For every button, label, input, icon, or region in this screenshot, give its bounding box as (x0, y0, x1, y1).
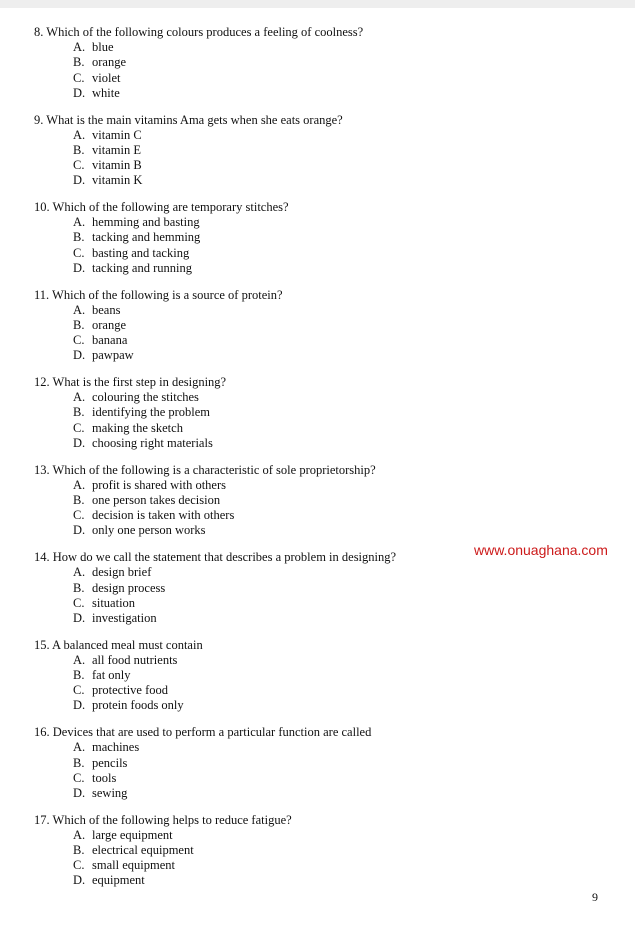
answer-option (34, 246, 474, 261)
answer-option (34, 333, 474, 348)
option-letter: C. (73, 333, 85, 348)
option-text: white (92, 85, 120, 100)
option-letter: D. (73, 260, 86, 275)
answer-option (34, 436, 474, 451)
question-text: 13. Which of the following is a characteristic of sole proprietorship? (34, 462, 376, 477)
option-text: decision is taken with others (92, 508, 235, 523)
answer-option (34, 230, 474, 245)
option-letter: D. (73, 610, 86, 625)
option-text: investigation (92, 610, 157, 625)
option-text: vitamin K (92, 173, 143, 188)
option-text: making the sketch (92, 420, 183, 435)
option-letter: A. (73, 652, 86, 667)
option-letter: A. (73, 565, 86, 580)
option-letter: A. (73, 302, 86, 317)
option-letter: D. (73, 785, 86, 800)
answer-option (34, 581, 474, 596)
answer-option (34, 421, 474, 436)
option-text: hemming and basting (92, 215, 200, 230)
option-letter: C. (73, 245, 85, 260)
option-text: orange (92, 317, 127, 332)
question-item (34, 725, 474, 801)
option-letter: C. (73, 158, 85, 173)
option-letter: B. (73, 55, 85, 70)
question-item (34, 813, 474, 889)
option-text: pencils (92, 755, 128, 770)
option-text: beans (92, 302, 121, 317)
option-text: profit is shared with others (92, 477, 227, 492)
answer-option (34, 390, 474, 405)
option-text: blue (92, 40, 114, 55)
option-text: tools (92, 770, 117, 785)
option-text: design brief (92, 565, 152, 580)
option-letter: B. (73, 317, 85, 332)
answer-option (34, 668, 474, 683)
page-number: 9 (592, 890, 598, 904)
option-text: pawpaw (92, 348, 134, 363)
question-text: 12. What is the first step in designing? (34, 375, 227, 390)
option-text: basting and tacking (92, 245, 190, 260)
option-text: banana (92, 333, 128, 348)
answer-option (34, 843, 474, 858)
option-text: design process (92, 580, 166, 595)
question-text: 14. How do we call the statement that describes a problem in designing? (34, 550, 397, 565)
question-text: 16. Devices that are used to perform a particular function are called (34, 725, 372, 740)
option-letter: A. (73, 740, 86, 755)
option-text: violet (92, 70, 121, 85)
option-text: large equipment (92, 827, 173, 842)
option-letter: A. (73, 215, 86, 230)
answer-option (34, 565, 474, 580)
option-letter: B. (73, 668, 85, 683)
option-letter: B. (73, 405, 85, 420)
answer-option (34, 611, 474, 626)
option-text: only one person works (92, 523, 206, 538)
question-list (34, 25, 474, 900)
answer-option (34, 478, 474, 493)
answer-option (34, 740, 474, 755)
option-text: vitamin C (92, 127, 142, 142)
answer-option (34, 215, 474, 230)
answer-option (34, 493, 474, 508)
question-text: 11. Which of the following is a source of protein? (34, 287, 283, 302)
option-text: choosing right materials (92, 435, 213, 450)
option-letter: B. (73, 492, 85, 507)
option-letter: A. (73, 40, 86, 55)
option-text: protective food (92, 683, 169, 698)
option-letter: D. (73, 348, 86, 363)
option-text: tacking and running (92, 260, 192, 275)
answer-option (34, 683, 474, 698)
option-letter: C. (73, 683, 85, 698)
option-letter: C. (73, 595, 85, 610)
option-letter: D. (73, 698, 86, 713)
watermark-url[interactable]: www.onuaghana.com (474, 542, 608, 558)
question-item (34, 550, 474, 626)
question-item (34, 25, 474, 101)
option-text: protein foods only (92, 698, 184, 713)
answer-option (34, 405, 474, 420)
answer-option (34, 128, 474, 143)
option-text: vitamin B (92, 158, 142, 173)
option-letter: A. (73, 827, 86, 842)
option-letter: C. (73, 420, 85, 435)
answer-option (34, 261, 474, 276)
answer-option (34, 828, 474, 843)
option-letter: B. (73, 843, 85, 858)
answer-option (34, 143, 474, 158)
answer-option (34, 71, 474, 86)
option-text: machines (92, 740, 140, 755)
option-letter: C. (73, 508, 85, 523)
option-text: orange (92, 55, 127, 70)
option-letter: C. (73, 770, 85, 785)
answer-option (34, 508, 474, 523)
answer-option (34, 698, 474, 713)
option-letter: C. (73, 70, 85, 85)
option-letter: A. (73, 477, 86, 492)
option-text: one person takes decision (92, 492, 221, 507)
question-text: 9. What is the main vitamins Ama gets when she eats orange? (34, 112, 343, 127)
question-item (34, 288, 474, 364)
question-text: 17. Which of the following helps to reduce fatigue? (34, 812, 292, 827)
question-text: 15. A balanced meal must contain (34, 637, 203, 652)
question-item (34, 375, 474, 451)
answer-option (34, 756, 474, 771)
answer-option (34, 86, 474, 101)
option-letter: D. (73, 85, 86, 100)
option-letter: C. (73, 858, 85, 873)
question-item (34, 638, 474, 714)
answer-option (34, 40, 474, 55)
answer-option (34, 348, 474, 363)
answer-option (34, 786, 474, 801)
answer-option (34, 771, 474, 786)
answer-option (34, 55, 474, 70)
option-letter: D. (73, 873, 86, 888)
option-text: sewing (92, 785, 128, 800)
top-band (0, 0, 635, 8)
option-letter: D. (73, 173, 86, 188)
option-text: equipment (92, 873, 145, 888)
option-letter: A. (73, 127, 86, 142)
question-item (34, 463, 474, 539)
question-text: 10. Which of the following are temporary stitches? (34, 200, 289, 215)
answer-option (34, 873, 474, 888)
answer-option (34, 596, 474, 611)
answer-option (34, 318, 474, 333)
option-text: small equipment (92, 858, 175, 873)
option-text: identifying the problem (92, 405, 211, 420)
option-text: tacking and hemming (92, 230, 201, 245)
answer-option (34, 158, 474, 173)
option-letter: B. (73, 580, 85, 595)
option-text: situation (92, 595, 136, 610)
option-text: all food nutrients (92, 652, 178, 667)
question-item (34, 113, 474, 189)
option-text: colouring the stitches (92, 390, 199, 405)
answer-option (34, 858, 474, 873)
answer-option (34, 653, 474, 668)
option-letter: A. (73, 390, 86, 405)
answer-option (34, 303, 474, 318)
option-text: vitamin E (92, 142, 141, 157)
option-text: fat only (92, 668, 131, 683)
option-letter: B. (73, 230, 85, 245)
option-letter: B. (73, 755, 85, 770)
question-text: 8. Which of the following colours produces a feeling of coolness? (34, 25, 364, 39)
question-item (34, 200, 474, 276)
option-letter: D. (73, 523, 86, 538)
option-letter: B. (73, 142, 85, 157)
answer-option (34, 523, 474, 538)
answer-option (34, 173, 474, 188)
option-text: electrical equipment (92, 843, 194, 858)
option-letter: D. (73, 435, 86, 450)
